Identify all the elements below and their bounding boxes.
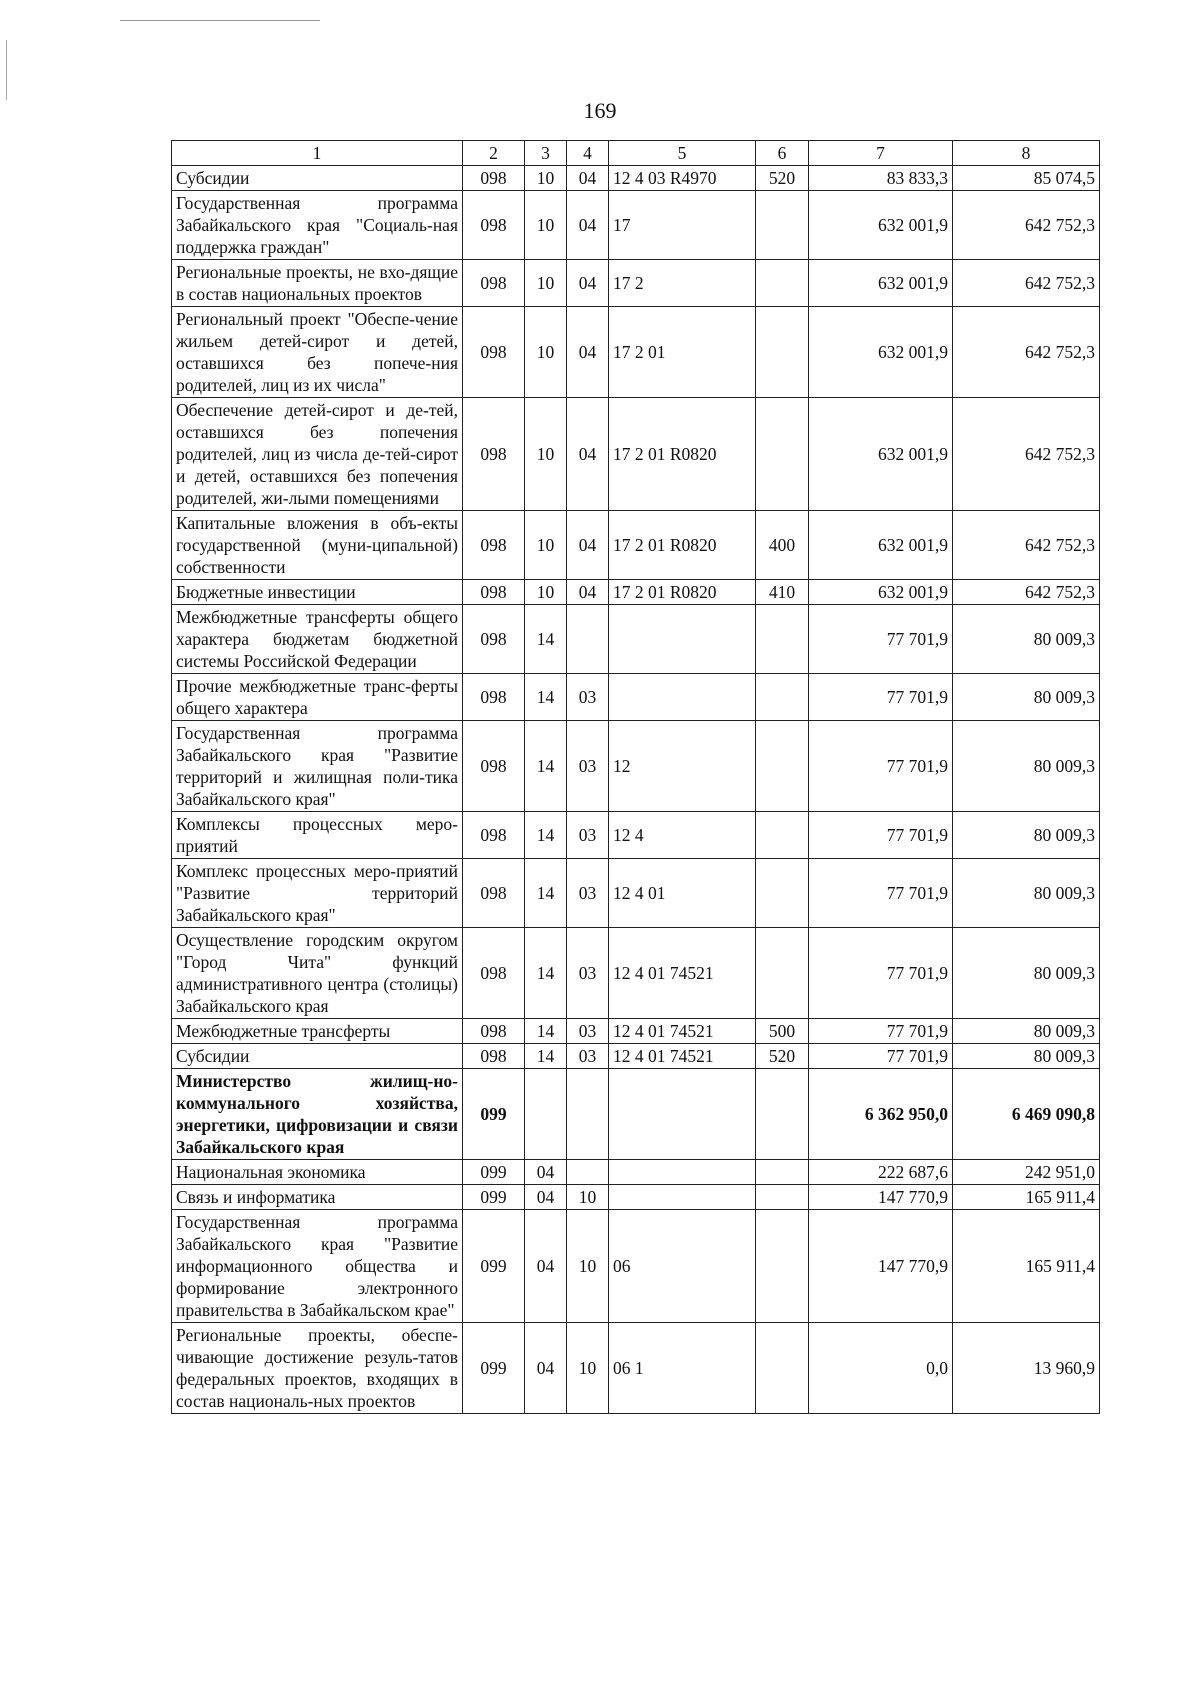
row-expense-type-cell [756,1069,809,1160]
row-admin-code-cell: 099 [463,1323,525,1414]
row-subsection-cell: 10 [567,1210,609,1323]
row-name-cell: Комплекс процессных меро-приятий "Развитие территорий Забайкальского края" [172,859,463,928]
row-name-cell: Государственная программа Забайкальского края "Социаль-ная поддержка граждан" [172,191,463,260]
row-subsection-cell [567,1069,609,1160]
row-target-article-cell: 12 4 [609,812,756,859]
row-admin-code-cell: 098 [463,260,525,307]
row-expense-type-cell [756,307,809,398]
row-amount-year1-cell: 632 001,9 [809,191,953,260]
row-expense-type-cell [756,1210,809,1323]
row-target-article-cell: 06 1 [609,1323,756,1414]
row-amount-year2-cell: 80 009,3 [953,1044,1100,1069]
table-row [172,166,1100,191]
row-subsection-cell: 04 [567,307,609,398]
row-amount-year2-cell: 80 009,3 [953,928,1100,1019]
row-section-cell: 14 [525,1019,567,1044]
row-amount-year1-cell: 77 701,9 [809,721,953,812]
row-expense-type-cell: 520 [756,1044,809,1069]
row-section-cell: 10 [525,307,567,398]
row-amount-year1-cell: 77 701,9 [809,928,953,1019]
row-expense-type-cell: 500 [756,1019,809,1044]
row-amount-year1-cell: 0,0 [809,1323,953,1414]
row-expense-type-cell: 410 [756,580,809,605]
row-subsection-cell: 04 [567,511,609,580]
row-admin-code-cell: 099 [463,1160,525,1185]
header-cell: 6 [756,141,809,166]
row-amount-year1-cell: 147 770,9 [809,1210,953,1323]
row-amount-year1-cell: 632 001,9 [809,260,953,307]
row-target-article-cell: 12 4 01 [609,859,756,928]
row-expense-type-cell [756,1185,809,1210]
row-admin-code-cell: 099 [463,1185,525,1210]
row-expense-type-cell [756,191,809,260]
row-amount-year2-cell: 642 752,3 [953,307,1100,398]
row-amount-year1-cell: 77 701,9 [809,674,953,721]
row-target-article-cell: 17 2 01 [609,307,756,398]
table-row [172,307,1100,398]
row-amount-year1-cell: 77 701,9 [809,812,953,859]
row-admin-code-cell: 098 [463,1019,525,1044]
row-name-cell: Обеспечение детей-сирот и де-тей, оставшихся без попечения родителей, лиц из числа де-тей-сирот и детей, оставшихся без попечения родителей, жи-лыми помещениями [172,398,463,511]
row-section-cell: 14 [525,605,567,674]
row-target-article-cell [609,674,756,721]
row-name-cell: Межбюджетные трансферты [172,1019,463,1044]
row-subsection-cell: 03 [567,812,609,859]
row-expense-type-cell [756,605,809,674]
row-expense-type-cell [756,1160,809,1185]
row-subsection-cell: 03 [567,1044,609,1069]
row-amount-year2-cell: 85 074,5 [953,166,1100,191]
row-name-cell: Связь и информатика [172,1185,463,1210]
header-cell: 4 [567,141,609,166]
row-section-cell [525,1069,567,1160]
row-amount-year1-cell: 77 701,9 [809,605,953,674]
row-section-cell: 10 [525,511,567,580]
row-target-article-cell [609,1160,756,1185]
row-amount-year2-cell: 80 009,3 [953,859,1100,928]
row-name-cell: Региональные проекты, обеспе-чивающие достижение резуль-татов федеральных проектов, входящих в состав националь-ных проектов [172,1323,463,1414]
row-section-cell: 14 [525,721,567,812]
row-section-cell: 04 [525,1323,567,1414]
row-section-cell: 14 [525,859,567,928]
row-expense-type-cell [756,812,809,859]
table-row [172,1160,1100,1185]
row-expense-type-cell [756,721,809,812]
row-name-cell: Прочие межбюджетные транс-ферты общего характера [172,674,463,721]
row-target-article-cell: 12 4 01 74521 [609,1019,756,1044]
row-amount-year1-cell: 77 701,9 [809,1019,953,1044]
row-section-cell: 04 [525,1210,567,1323]
row-amount-year2-cell: 642 752,3 [953,511,1100,580]
row-subsection-cell: 04 [567,260,609,307]
row-expense-type-cell [756,928,809,1019]
scan-artifact-line [120,20,320,21]
row-expense-type-cell [756,1323,809,1414]
header-cell: 5 [609,141,756,166]
row-target-article-cell: 12 [609,721,756,812]
row-subsection-cell: 04 [567,166,609,191]
row-expense-type-cell [756,859,809,928]
row-target-article-cell [609,605,756,674]
row-name-cell: Субсидии [172,166,463,191]
row-section-cell: 14 [525,1044,567,1069]
row-target-article-cell: 17 2 01 R0820 [609,398,756,511]
row-section-cell: 10 [525,260,567,307]
row-section-cell: 10 [525,398,567,511]
header-cell: 7 [809,141,953,166]
row-expense-type-cell [756,674,809,721]
row-name-cell: Региональный проект "Обеспе-чение жильем детей-сирот и детей, оставшихся без попече-ния родителей, лиц из их числа" [172,307,463,398]
row-admin-code-cell: 098 [463,859,525,928]
row-section-cell: 14 [525,812,567,859]
row-amount-year1-cell: 147 770,9 [809,1185,953,1210]
row-target-article-cell [609,1185,756,1210]
row-amount-year2-cell: 165 911,4 [953,1185,1100,1210]
row-subsection-cell: 10 [567,1323,609,1414]
header-cell: 8 [953,141,1100,166]
row-amount-year1-cell: 77 701,9 [809,859,953,928]
row-amount-year1-cell: 632 001,9 [809,511,953,580]
table-row [172,1044,1100,1069]
row-subsection-cell: 03 [567,674,609,721]
table-body [172,166,1100,1414]
row-amount-year2-cell: 80 009,3 [953,1019,1100,1044]
row-amount-year1-cell: 6 362 950,0 [809,1069,953,1160]
row-subsection-cell: 10 [567,1185,609,1210]
row-target-article-cell: 06 [609,1210,756,1323]
row-subsection-cell: 04 [567,580,609,605]
row-subsection-cell: 04 [567,398,609,511]
row-subsection-cell: 03 [567,721,609,812]
row-amount-year2-cell: 80 009,3 [953,812,1100,859]
row-amount-year2-cell: 642 752,3 [953,260,1100,307]
row-name-cell: Межбюджетные трансферты общего характера бюджетам бюджетной системы Российской Федерации [172,605,463,674]
row-amount-year2-cell: 80 009,3 [953,721,1100,812]
row-admin-code-cell: 098 [463,580,525,605]
row-expense-type-cell: 520 [756,166,809,191]
row-section-cell: 10 [525,191,567,260]
row-section-cell: 10 [525,166,567,191]
row-amount-year2-cell: 13 960,9 [953,1323,1100,1414]
row-admin-code-cell: 099 [463,1210,525,1323]
table-header-row [172,141,1100,166]
row-target-article-cell: 12 4 01 74521 [609,928,756,1019]
row-section-cell: 14 [525,928,567,1019]
row-subsection-cell: 03 [567,1019,609,1044]
table-row [172,605,1100,674]
row-amount-year2-cell: 80 009,3 [953,674,1100,721]
table-row [172,1323,1100,1414]
row-section-cell: 14 [525,674,567,721]
row-target-article-cell: 17 [609,191,756,260]
table-row [172,191,1100,260]
header-cell: 3 [525,141,567,166]
row-admin-code-cell: 098 [463,511,525,580]
table-row [172,1069,1100,1160]
header-cell: 1 [172,141,463,166]
row-target-article-cell: 17 2 01 R0820 [609,580,756,605]
row-amount-year1-cell: 632 001,9 [809,307,953,398]
row-name-cell: Бюджетные инвестиции [172,580,463,605]
page-number: 169 [583,98,617,123]
row-expense-type-cell [756,398,809,511]
row-amount-year1-cell: 632 001,9 [809,398,953,511]
table-row [172,511,1100,580]
row-name-cell: Субсидии [172,1044,463,1069]
row-admin-code-cell: 098 [463,307,525,398]
table-row [172,859,1100,928]
row-name-cell: Государственная программа Забайкальского края "Развитие территорий и жилищная поли-тика Забайкальского края" [172,721,463,812]
scan-artifact-edge [6,40,7,100]
row-subsection-cell: 03 [567,859,609,928]
row-admin-code-cell: 098 [463,928,525,1019]
row-admin-code-cell: 099 [463,1069,525,1160]
table-row [172,1210,1100,1323]
row-amount-year1-cell: 83 833,3 [809,166,953,191]
table-row [172,812,1100,859]
row-target-article-cell: 12 4 03 R4970 [609,166,756,191]
row-admin-code-cell: 098 [463,166,525,191]
header-cell: 2 [463,141,525,166]
row-expense-type-cell: 400 [756,511,809,580]
row-name-cell: Национальная экономика [172,1160,463,1185]
row-amount-year2-cell: 642 752,3 [953,580,1100,605]
row-name-cell: Государственная программа Забайкальского края "Развитие информационного общества и формирование электронного правительства в Забайкальском крае" [172,1210,463,1323]
row-admin-code-cell: 098 [463,721,525,812]
row-admin-code-cell: 098 [463,1044,525,1069]
row-amount-year2-cell: 80 009,3 [953,605,1100,674]
row-admin-code-cell: 098 [463,812,525,859]
row-amount-year2-cell: 165 911,4 [953,1210,1100,1323]
row-name-cell: Комплексы процессных меро-приятий [172,812,463,859]
row-subsection-cell [567,605,609,674]
row-name-cell: Осуществление городским округом "Город Чита" функций административного центра (столицы) Забайкальского края [172,928,463,1019]
row-amount-year1-cell: 77 701,9 [809,1044,953,1069]
row-amount-year1-cell: 222 687,6 [809,1160,953,1185]
row-admin-code-cell: 098 [463,191,525,260]
row-amount-year2-cell: 642 752,3 [953,191,1100,260]
row-expense-type-cell [756,260,809,307]
row-name-cell: Региональные проекты, не вхо-дящие в состав национальных проектов [172,260,463,307]
row-target-article-cell: 12 4 01 74521 [609,1044,756,1069]
table-row [172,398,1100,511]
row-amount-year2-cell: 6 469 090,8 [953,1069,1100,1160]
row-admin-code-cell: 098 [463,398,525,511]
table-row [172,721,1100,812]
row-name-cell: Министерство жилищ-но-коммунального хозяйства, энергетики, цифровизации и связи Забайкальского края [172,1069,463,1160]
budget-table [171,140,1100,1414]
row-subsection-cell [567,1160,609,1185]
row-admin-code-cell: 098 [463,674,525,721]
table-row [172,1185,1100,1210]
row-admin-code-cell: 098 [463,605,525,674]
table-row [172,260,1100,307]
table-row [172,674,1100,721]
row-amount-year2-cell: 242 951,0 [953,1160,1100,1185]
row-amount-year2-cell: 642 752,3 [953,398,1100,511]
row-amount-year1-cell: 632 001,9 [809,580,953,605]
row-target-article-cell [609,1069,756,1160]
row-target-article-cell: 17 2 01 R0820 [609,511,756,580]
row-name-cell: Капитальные вложения в объ-екты государственной (муни-ципальной) собственности [172,511,463,580]
row-target-article-cell: 17 2 [609,260,756,307]
table-row [172,928,1100,1019]
row-subsection-cell: 04 [567,191,609,260]
table-row [172,580,1100,605]
row-section-cell: 04 [525,1185,567,1210]
row-section-cell: 10 [525,580,567,605]
row-section-cell: 04 [525,1160,567,1185]
row-subsection-cell: 03 [567,928,609,1019]
table-row [172,1019,1100,1044]
